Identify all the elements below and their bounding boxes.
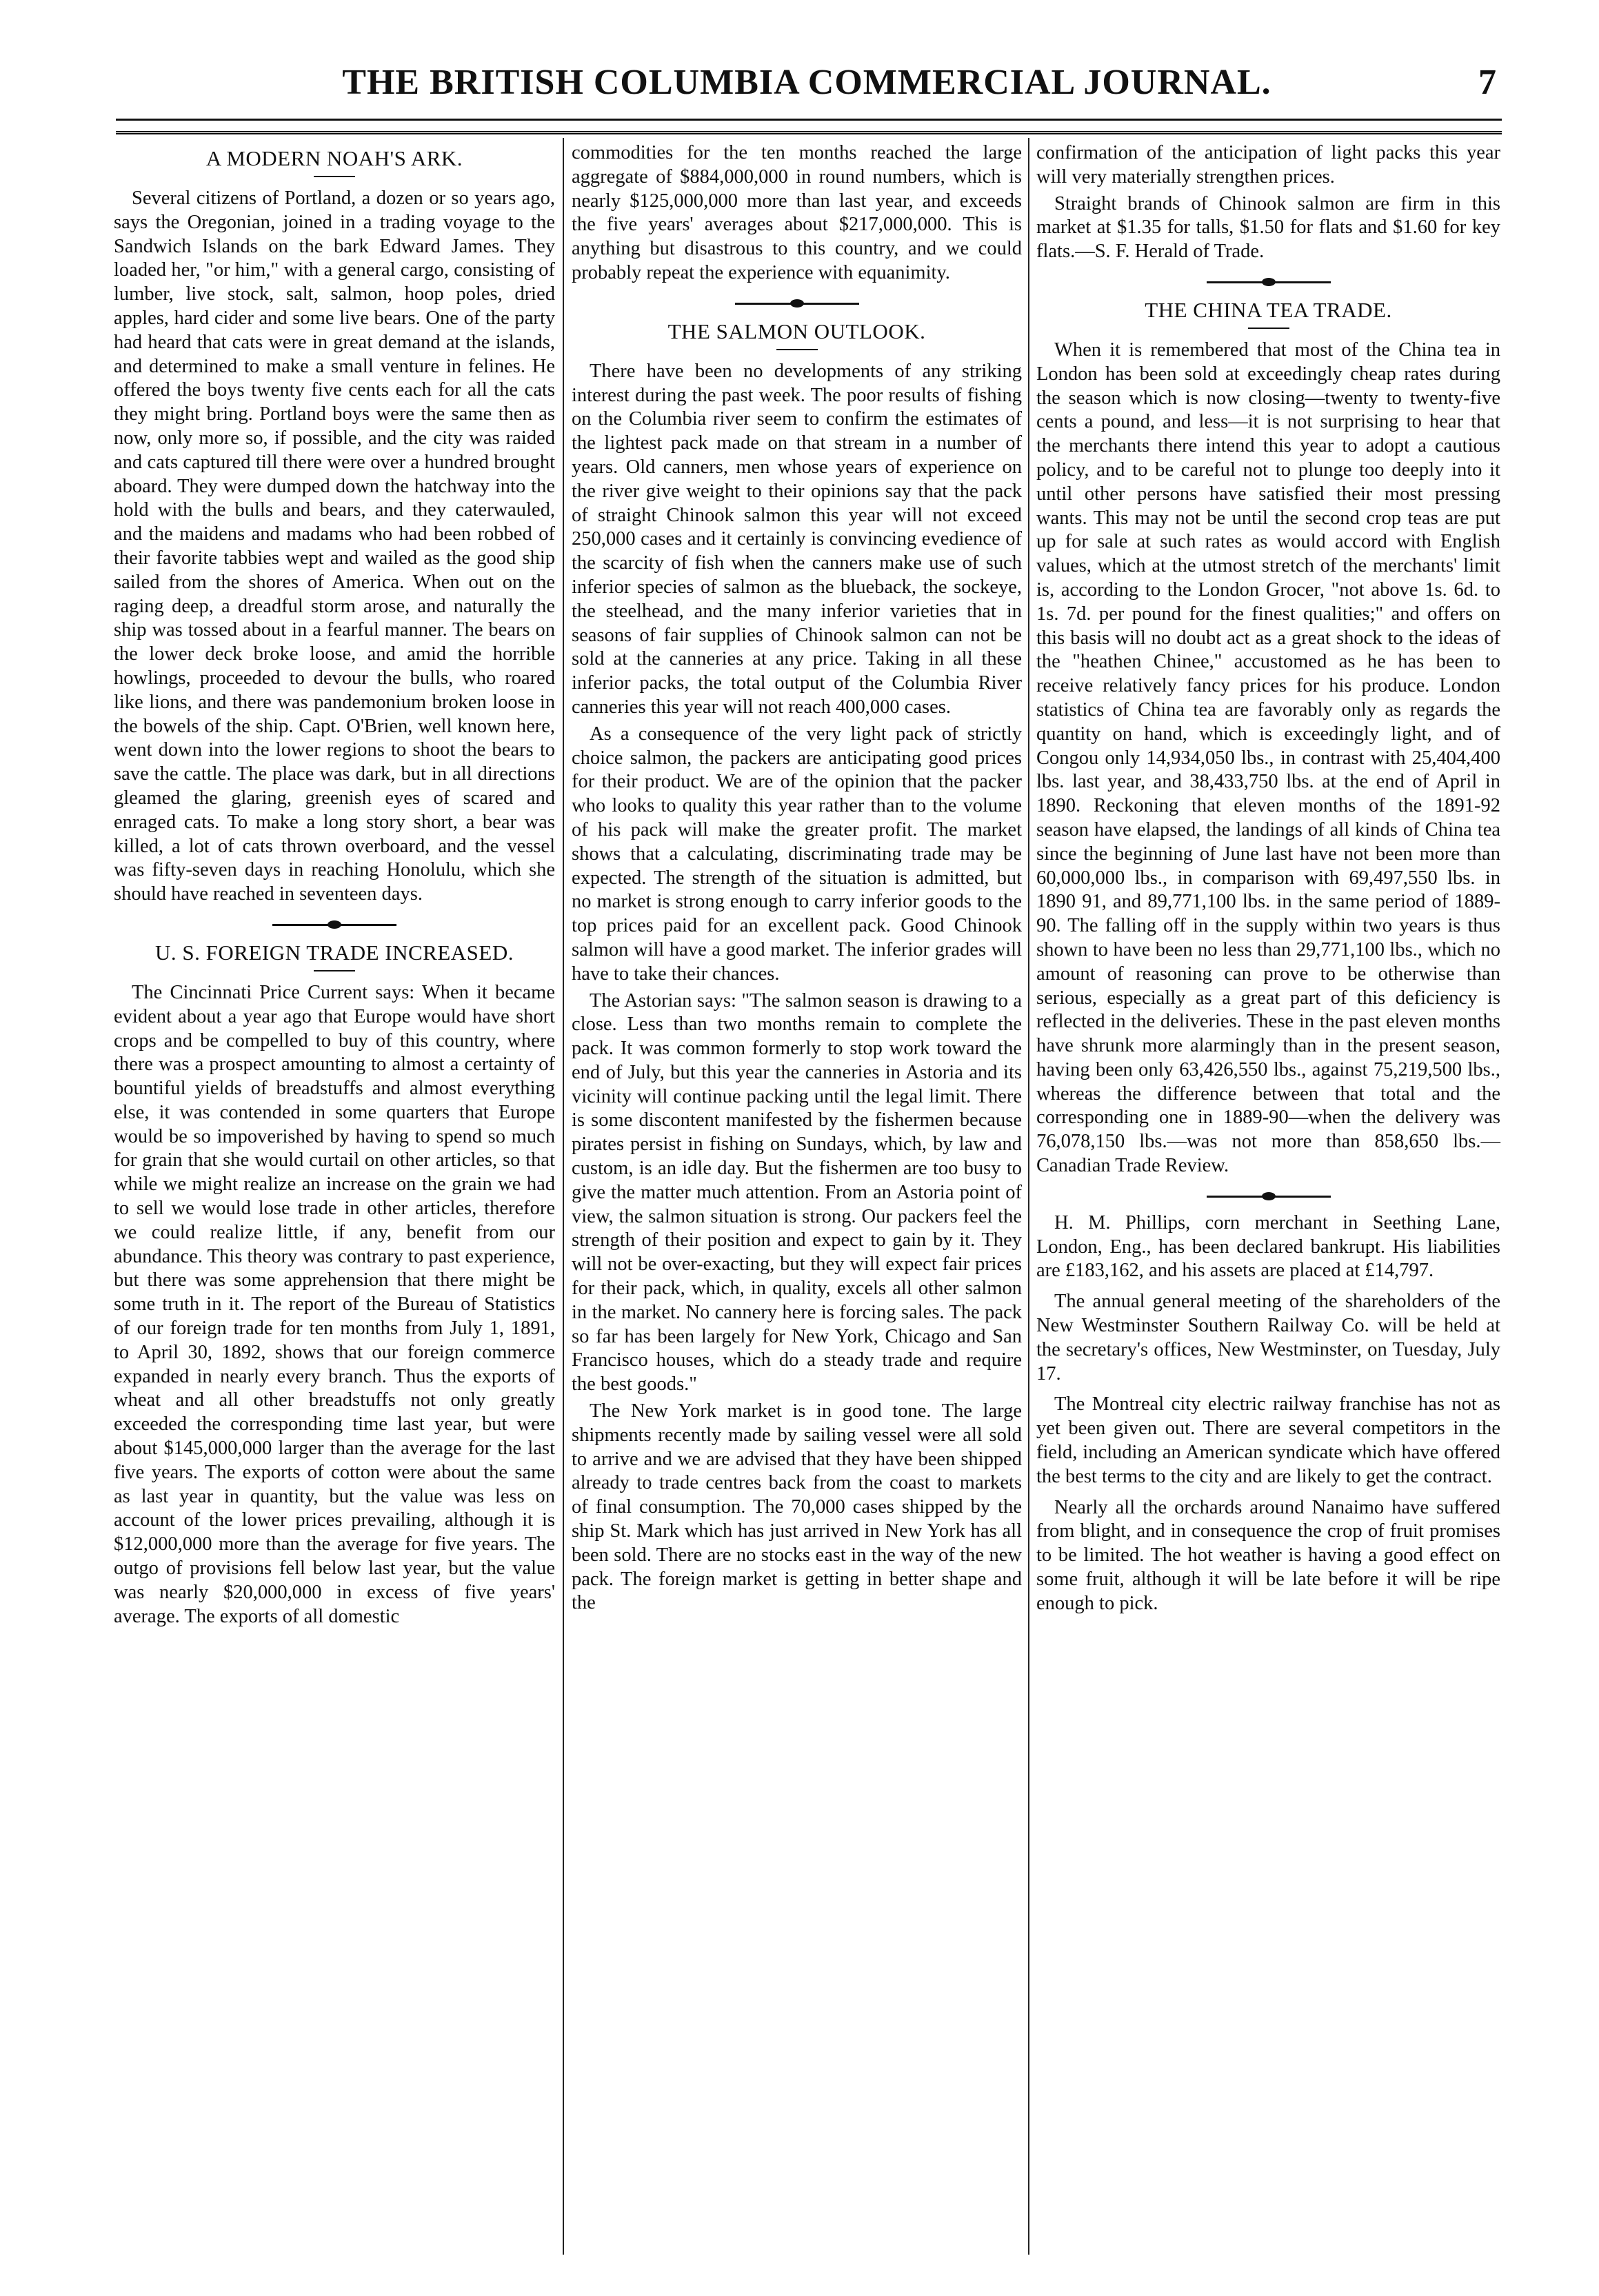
- article-separator: [272, 919, 396, 930]
- article-title-foreign-trade: U. S. FOREIGN TRADE INCREASED.: [155, 940, 514, 965]
- news-item: Nearly all the orchards around Nanaimo have suffered from blight, and in consequence the crop of fruit promises to be limited. The hot weather is having a good effect on some fruit, although it will be late before it will be ripe enough to pick.: [1036, 1496, 1500, 1614]
- article-paragraph: The Cincinnati Price Current says: When it became evident about a year ago that Europe would have short crops and be compelled to buy of this country, where there was a prospect amounting to almost a certainty of bountiful yields of breadstuffs and almost everything else, it was contended in some quarters that Europe would be so impoverished by having to spend so much for grain that she would curtail on other articles, so that while we might realize an increase on the grain we had to sell we would lose trade in other articles, therefore we could realize little, if any, benefit from our abundance. This theory was contrary to past experience, but there was some apprehension that there might be some truth in it. The report of the Bureau of Statistics of our foreign trade for ten months from July 1, 1891, to April 30, 1892, shows that our foreign commerce expanded in nearly every branch. Thus the exports of wheat and all other breadstuffs not only greatly exceeded the corresponding time last year, but were about $145,000,000 larger than the average for the last five years. The exports of cotton were about the same as last year in quantity, but the value was less on account of the lower prices prevailing, although it is $12,000,000 more than the average for five years. The outgo of provisions fell below last year, but the value was nearly $20,000,000 in excess of five years' average. The exports of all domestic: [114, 981, 555, 1627]
- masthead: [117, 62, 1496, 124]
- column-divider: [563, 138, 564, 2255]
- article-title-salmon-outlook: THE SALMON OUTLOOK.: [667, 319, 926, 343]
- article-paragraph: The New York market is in good tone. The large shipments recently made by sailing vessel were all sold to arrive and we are advised that they have been shipped already to trade centres back from the coast to markets of final consumption. The 70,000 cases shipped by the ship St. Mark which has just arrived in New York has all been sold. There are no stocks east in the way of the new pack. The foreign market is getting in better shape and the: [572, 1400, 1022, 1614]
- article-title-china-tea: THE CHINA TEA TRADE.: [1145, 297, 1392, 322]
- article-paragraph: As a consequence of the very light pack of strictly choice salmon, the packers are anticipating good prices for their product. We are of the opinion that the packer who looks to quality this year rather than to the volume of his pack will make the greater profit. The market shows that a calculating, discriminating trade may be expected. The strength of the situation is admitted, but no market is strong enough to carry inferior goods to the top prices paid for an excellent pack. Good Chinook salmon will have a good market. The inferior grades will have to take their chances.: [572, 723, 1022, 985]
- article-paragraph: The Astorian says: "The salmon season is drawing to a close. Less than two months remain to complete the pack. It was common formerly to stop work toward the end of July, but this year the canneries in Astoria and its vicinity will continue packing until the legal limit. There is some discontent manifested by the fishermen because pirates persist in fishing on Sundays, which, by law and custom, is an idle day. But the fishermen are too busy to give the matter much attention. From an Astoria point of view, the salmon situation is strong. Our packers feel the strength of their position and expect to gain by it. They will not be over-exacting, but they will expect fair prices for their pack, which, in quality, excels all other salmon in the market. No cannery here is forcing sales. The pack so far has been largely for New York, Chicago and San Francisco houses, which do a steady trade and require the best goods.": [572, 989, 1022, 1396]
- title-dash: [776, 349, 818, 350]
- news-item: H. M. Phillips, corn merchant in Seething Lane, London, Eng., has been declared bankrupt. His liabilities are £183,162, and his assets are placed at £14,797.: [1036, 1211, 1500, 1282]
- article-paragraph: confirmation of the anticipation of light packs this year will very materially strengthen prices.: [1036, 142, 1500, 188]
- article-paragraph: When it is remembered that most of the China tea in London has been sold at exceedingly cheap rates during the season which is now closing—twenty to twenty-five cents a pound, and less—it is not surprising to hear that the merchants there intend this year to adopt a cautious policy, and to be careful not to plunge too deeply into it until other persons have satisfied their most pressing wants. This may not be until the second crop teas are put up for sale at such rates as would accord with English values, which at the utmost stretch of the merchants' limit is, according to the London Grocer, "not above 1s. 6d. to 1s. 7d. per pound for the finest qualities;" and offers on this basis will no doubt act as a great shock to the ideas of the "heathen Chinee," accustomed as he has been to receive relatively fancy prices for his produce. London statistics of China tea are favorably only as regards the quantity on hand, which is exceedingly light, and of Congou only 14,934,050 lbs., in contrast with 25,404,400 lbs. last year, and 38,433,750 lbs. at the end of April in 1890. Reckoning that eleven months of the 1891-92 season have elapsed, the landings of all kinds of China tea since the beginning of June last have not been more than 60,000,000 lbs., in comparison with 69,497,550 lbs. in 1890 91, and 89,771,100 lbs. in the same period of 1889-90. The falling off in the supply within two years is thus shown to have been no less than 29,771,100 lbs., which no amount of reasoning can prove to be otherwise than serious, especially as a great part of this deficiency is reflected in the deliveries. These in the past eleven months have shrunk more alarmingly than in the present season, having been only 63,426,550 lbs., against 75,219,500 lbs., whereas the difference between that total and the corresponding one in 1889-90—when the delivery was 76,078,150 lbs.—was not more than 858,650 lbs.—Canadian Trade Review.: [1036, 339, 1500, 1177]
- column-2: [572, 141, 1022, 1618]
- article-separator: [1207, 276, 1331, 288]
- news-item: The annual general meeting of the shareholders of the New Westminster Southern Railway Co. will be held at the secretary's offices, New Westminster, on Tuesday, July 17.: [1036, 1291, 1500, 1384]
- column-3: [1036, 141, 1500, 1619]
- news-item: The Montreal city electric railway franchise has not as yet been given out. There are several competitors in the field, including an American syndicate which have offered the best terms to the city and are likely to get the contract.: [1036, 1393, 1500, 1487]
- title-dash: [314, 970, 355, 971]
- article-separator: [1207, 1191, 1331, 1202]
- article-title-noahs-ark: A MODERN NOAH'S ARK.: [205, 146, 463, 170]
- article-paragraph: commodities for the ten months reached the large aggregate of $884,000,000 in round numbers, which is nearly $125,000,000 more than last year, and exceeds the five years' averages about $217,000,000. This is anything but disastrous to this country, and we could probably repeat the experience with equanimity.: [572, 142, 1022, 283]
- article-paragraph: There have been no developments of any striking interest during the past week. The poor results of fishing on the Columbia river seem to confirm the estimates of the lightest pack made on that stream in a number of years. Old canners, men whose years of experience on the river give weight to their opinions say that the pack of straight Chinook salmon this year will not exceed 250,000 cases and it certainly is convincing evedience of the scarcity of fish when the canners make use of such inferior species of salmon as the blueback, the sockeye, the steelhead, and the many inferior varieties that in seasons of fair supplies of Chinook salmon can not be sold at the canneries at any price. Taking in all these inferior packs, the total output of the Columbia River canneries this year will not reach 400,000 cases.: [572, 360, 1022, 718]
- column-1: [114, 141, 555, 1631]
- header-double-rule: [116, 131, 1502, 134]
- header-rule: [116, 119, 1502, 121]
- journal-title: THE BRITISH COLUMBIA COMMERCIAL JOURNAL.: [342, 63, 1271, 102]
- article-separator: [735, 298, 859, 309]
- column-divider: [1028, 138, 1029, 2255]
- title-dash: [1248, 328, 1289, 329]
- article-paragraph: Several citizens of Portland, a dozen or so years ago, says the Oregonian, joined in a trading voyage to the Sandwich Islands on the bark Edward James. They loaded her, "or him," with a general cargo, consisting of lumber, live stock, salt, salmon, hoop poles, dried apples, hard cider and some live bears. One of the party had heard that cats were in great demand at the islands, and determined to make a small venture in felines. He offered the boys twenty five cents each for all the cats they might bring. Portland boys were the same then as now, only more so, if possible, and the city was raided and cats captured till there were over a hundred brought aboard. They were dumped down the hatchway into the hold with the bulls and bears, and they caterwauled, and the maidens and madams who had been robbed of their favorite tabbies wept and wailed as the good ship sailed from the shores of America. When out on the raging deep, a dreadful storm arose, and naturally the ship was tossed about in a fearful manner. The bears on the lower deck broke loose, and amid the horrible howlings, proceeded to devour the bulls, who roared like lions, and there was pandemonium broken loose in the bowels of the ship. Capt. O'Brien, well known here, went down into the lower regions to shoot the bears to save the cattle. The place was dark, but in all directions gleamed the glaring, greenish eyes of scared and enraged cats. To make a long story short, a bear was killed, a lot of cats thrown overboard, and the vessel was fifty-seven days in reaching Honolulu, which she should have reached in seventeen days.: [114, 188, 555, 905]
- page-number: 7: [1478, 63, 1496, 102]
- title-dash: [314, 176, 355, 177]
- article-paragraph: Straight brands of Chinook salmon are firm in this market at $1.35 for talls, $1.50 for flats and $1.60 for key flats.—S. F. Herald of Trade.: [1036, 192, 1500, 263]
